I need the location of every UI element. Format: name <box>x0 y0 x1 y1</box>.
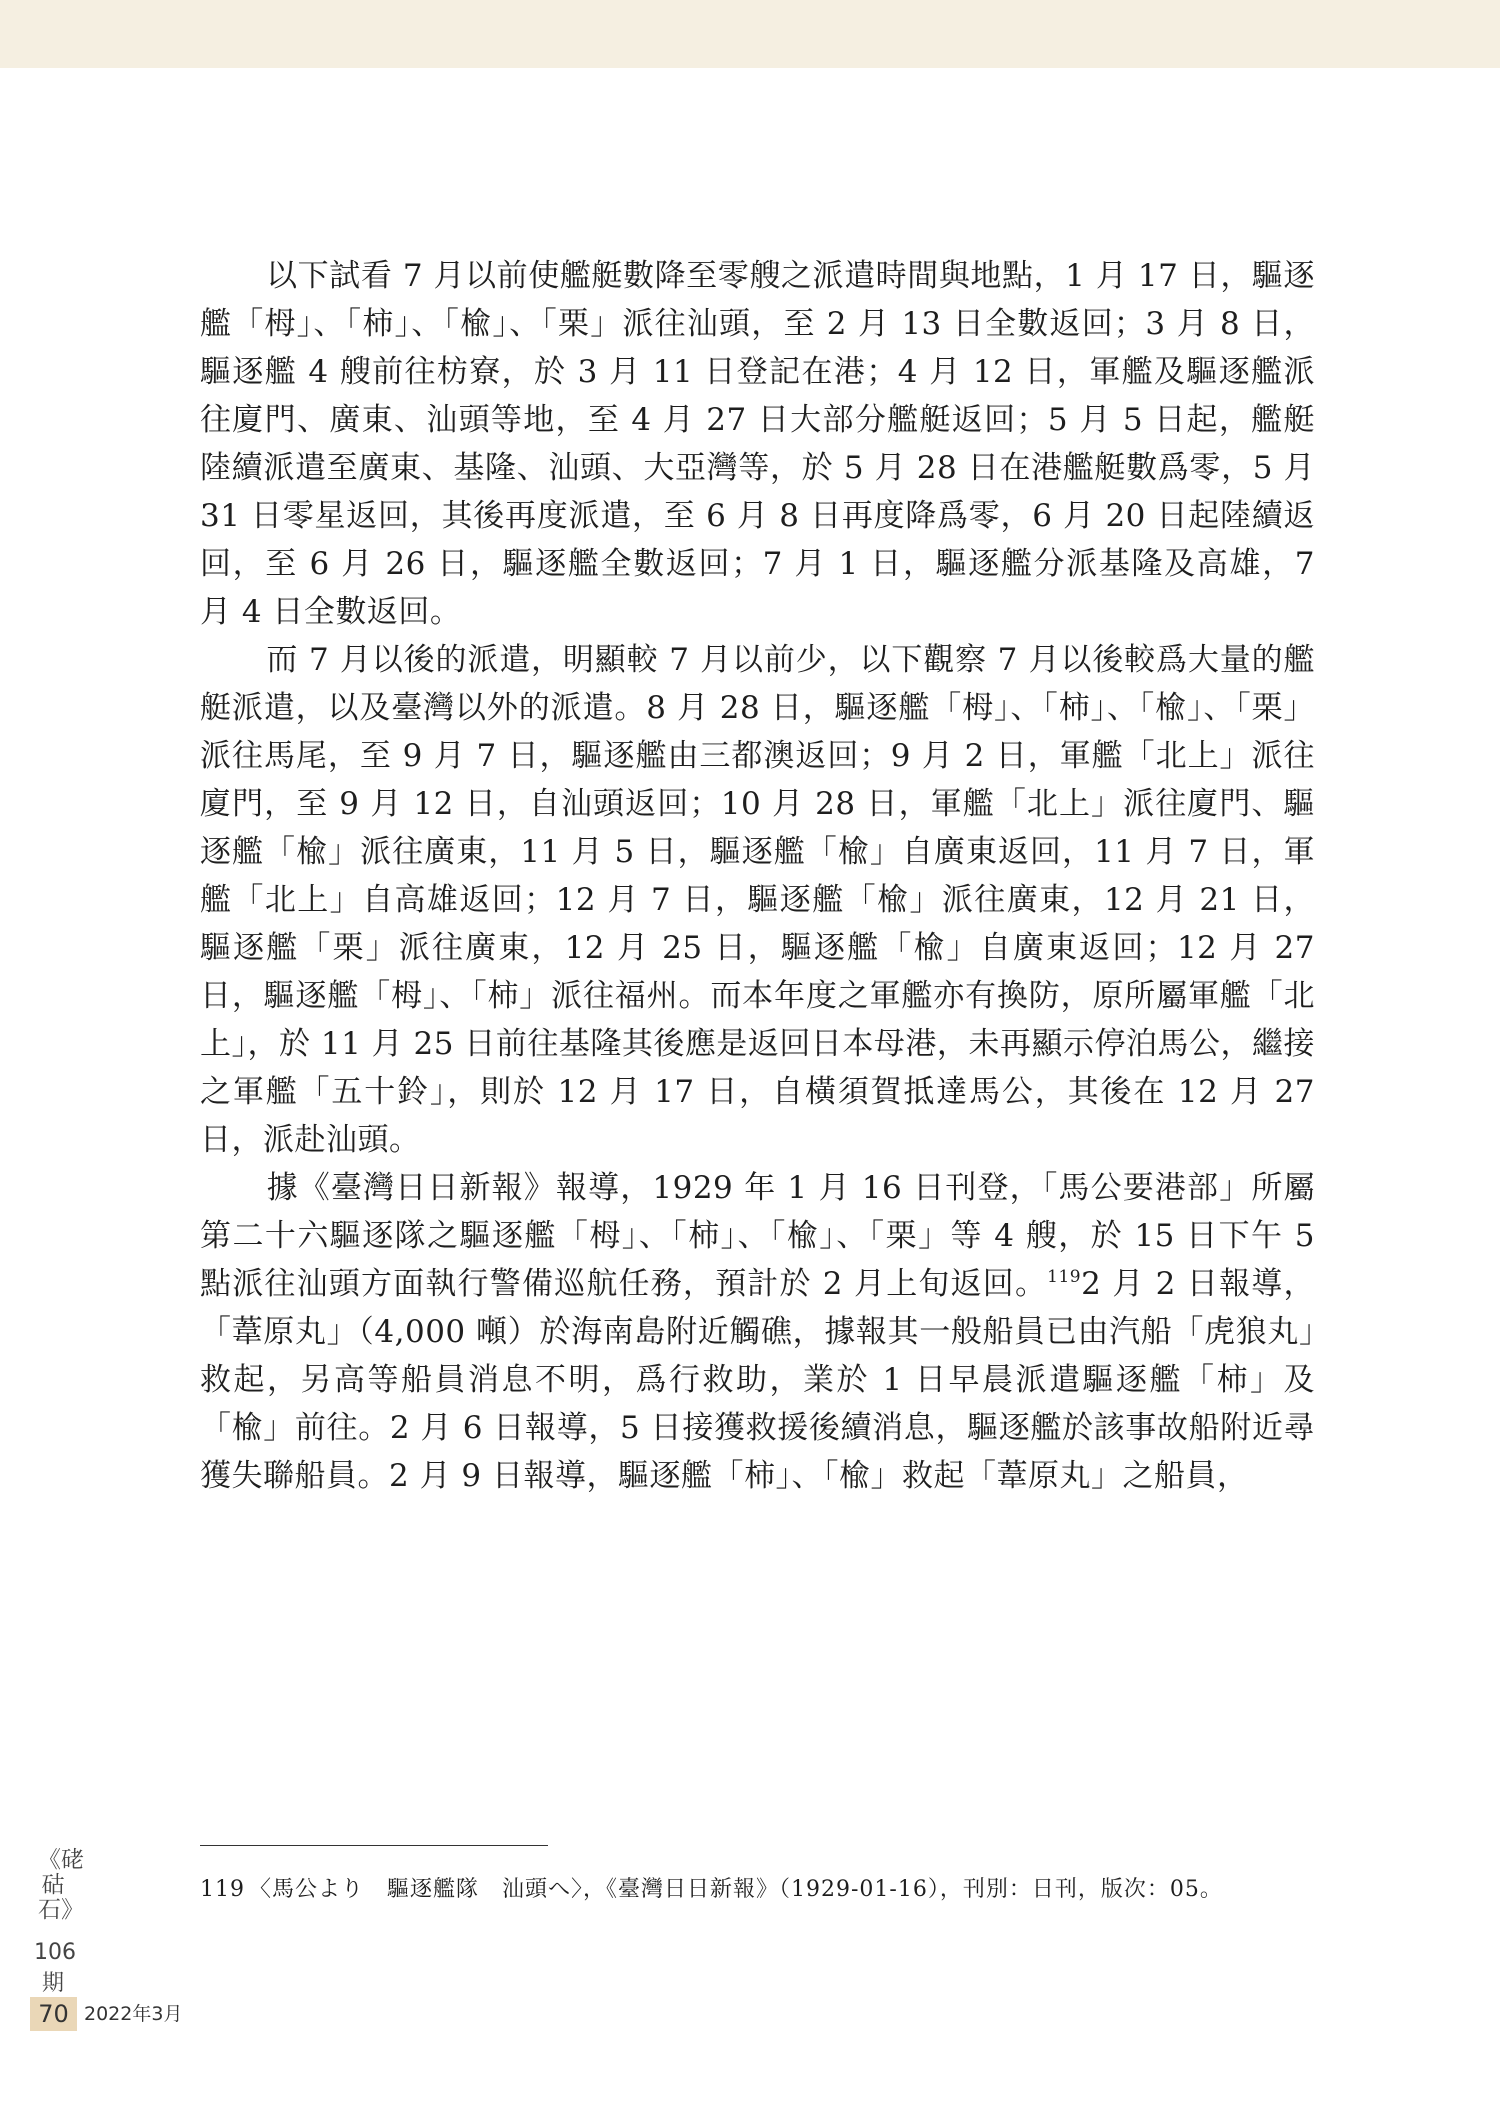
paragraph-3-continuation: 2 月 2 日報導，「葦原丸」（4,000 噸）於海南島附近觸礁，據報其一般船員已由汽船「虎狼丸」救起，另高等船員消息不明，爲行救助，業於 1 日早晨派遣驅逐艦「柿」及「楡」前往。2 月 6 日報導，5 日接獲救援後續消息，驅逐艦於該事故船附近尋獲失聯船員。2 月 9 日報導，驅逐艦「柿」、「楡」救起「葦原丸」之船員， <box>200 1266 1315 1494</box>
issue-date: 2022年3月 <box>84 2003 183 2025</box>
paragraph-1-text: 以下試看 7 月以前使艦艇數降至零艘之派遣時間與地點，1 月 17 日，驅逐艦「栂」、「柿」、「楡」、「栗」派往汕頭，至 2 月 13 日全數返回；3 月 8 日，驅逐艦 4 艘前往枋寮，於 3 月 11 日登記在港；4 月 12 日，軍艦及驅逐艦派往廈門、廣東、汕頭等地，至 4 月 27 日大部分艦艇返回；5 月 5 日起，艦艇陸續派遣至廣東、基隆、汕頭、大亞灣等，於 5 月 28 日在港艦艇數爲零，5 月 31 日零星返回，其後再度派遣，至 6 月 8 日再度降爲零，6 月 20 日起陸續返回，至 6 月 26 日，驅逐艦全數返回；7 月 1 日，驅逐艦分派基隆及高雄，7 月 4 日全數返回。 <box>200 258 1315 630</box>
footnote-number: 119 <box>200 1877 245 1902</box>
paragraph-3 <box>200 1164 1315 1500</box>
paragraph-3-text: 據《臺灣日日新報》報導，1929 年 1 月 16 日刊登，「馬公要港部」所屬第二十六驅逐隊之驅逐艦「栂」、「柿」、「楡」、「栗」等 4 艘，於 15 日下午 5 點派往汕頭方面執行警備巡航任務，預計於 2 月上旬返回。 <box>200 1170 1315 1302</box>
paragraph-1 <box>200 252 1315 636</box>
footnote-ref-119[interactable]: 119 <box>1047 1267 1082 1287</box>
issue-number: 106 <box>34 1940 76 1965</box>
footnote-divider <box>200 1845 548 1846</box>
journal-title-vertical: 《硓𥑮石》 <box>38 1847 84 1923</box>
article-body <box>200 252 1315 1500</box>
paragraph-2-text: 而 7 月以後的派遣，明顯較 7 月以前少，以下觀察 7 月以後較爲大量的艦艇派遣，以及臺灣以外的派遣。8 月 28 日，驅逐艦「栂」、「柿」、「楡」、「栗」派往馬尾，至 9 月 7 日，驅逐艦由三都澳返回；9 月 2 日，軍艦「北上」派往廈門，至 9 月 12 日，自汕頭返回；10 月 28 日，軍艦「北上」派往廈門、驅逐艦「楡」派往廣東，11 月 5 日，驅逐艦「楡」自廣東返回，11 月 7 日，軍艦「北上」自高雄返回；12 月 7 日，驅逐艦「楡」派往廣東，12 月 21 日，驅逐艦「栗」派往廣東，12 月 25 日，驅逐艦「楡」自廣東返回；12 月 27 日，驅逐艦「栂」、「柿」派往福州。而本年度之軍艦亦有換防，原所屬軍艦「北上」，於 11 月 25 日前往基隆其後應是返回日本母港，未再顯示停泊馬公，繼接之軍艦「五十鈴」，則於 12 月 17 日，自橫須賀抵達馬公，其後在 12 月 27 日，派赴汕頭。 <box>200 642 1315 1158</box>
footnote-text: 〈馬公より 驅逐艦隊 汕頭へ〉，《臺灣日日新報》（1929-01-16），刊別：日刊，版次：05。 <box>249 1877 1223 1902</box>
top-color-band <box>0 0 1500 68</box>
issue-label: 期 <box>41 1971 64 1996</box>
paragraph-2 <box>200 636 1315 1164</box>
footnote-119 <box>200 1872 1315 1908</box>
page-number: 70 <box>38 2000 69 2028</box>
